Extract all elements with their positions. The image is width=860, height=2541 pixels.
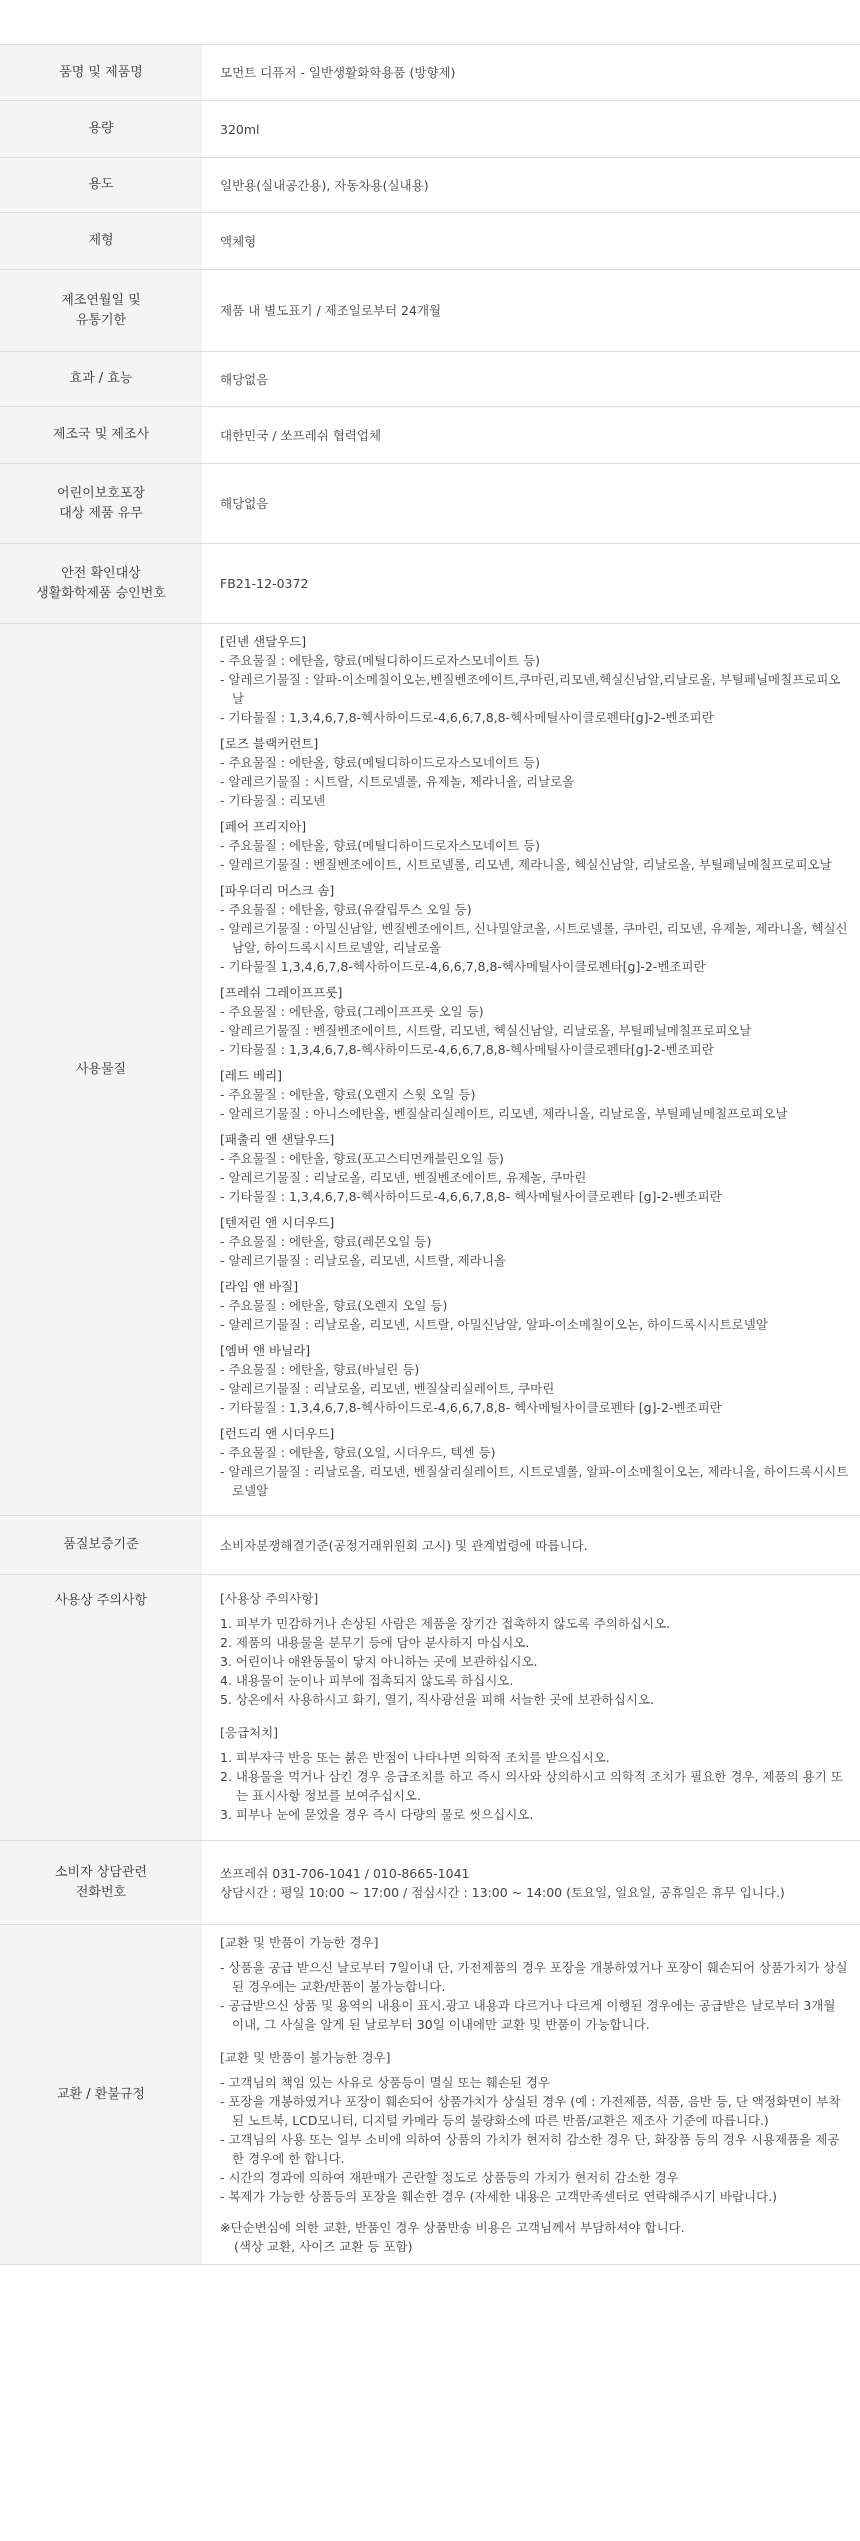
label-form: 제형: [0, 213, 202, 270]
row-usage: [0, 158, 860, 213]
material-block: [220, 1066, 850, 1123]
value-quality: 소비자분쟁해결기준(공정거래위원회 고시) 및 관계법령에 따릅니다.: [220, 1537, 588, 1553]
material-title: [프레쉬 그레이프프룻]: [220, 985, 343, 1000]
material-block: [220, 983, 850, 1059]
label-caution: 사용상 주의사항: [0, 1575, 202, 1841]
material-block: [220, 1424, 850, 1500]
material-title: [라임 앤 바질]: [220, 1279, 299, 1294]
material-line: - 알레르기물질 : 리날로올, 리모넨, 벤질살리실레이트, 시트로넬롤, 알파-이소메칠이오논, 제라니올, 하이드록시시트로넬알: [220, 1464, 849, 1498]
value-product-name: 모먼트 디퓨저 - 일반생활화학용품 (방향제): [220, 65, 456, 80]
material-line: - 주요물질 : 에탄올, 향료(오렌지 오일 등): [220, 1298, 448, 1313]
material-block: [220, 1213, 850, 1270]
label-manufacture-date: [0, 270, 202, 352]
value-exchange: [202, 1925, 860, 2265]
label-child-packaging: [0, 464, 202, 544]
label-line: 대상 제품 유무: [59, 505, 143, 521]
consult-phone: 쏘프레쉬 031-706-1041 / 010-8665-1041: [220, 1865, 470, 1881]
material-line: - 알레르기물질 : 아밀신남알, 벤질벤조에이트, 신나밀알코올, 시트로넬롤, 쿠마린, 리모넨, 유제놀, 제라니올, 헥실신남알, 하이드록시시트로넬알, 리날로올: [220, 921, 848, 955]
exchange-item: - 고객님의 책임 있는 사유로 상품등이 멸실 또는 훼손된 경우: [220, 2075, 551, 2090]
exchange-impossible-list: [220, 2073, 850, 2206]
value-child-packaging: 해당없음: [220, 496, 269, 511]
value-effect: 해당없음: [220, 371, 269, 387]
material-line: - 알레르기물질 : 알파-이소메칠이오논,벤질벤조에이트,쿠마린,리모넨,헥실신남알,리날로올, 부틸페닐메칠프로피오날: [220, 672, 841, 706]
material-line: - 알레르기물질 : 리날로올, 리모넨, 시트랄, 아밀신남알, 알파-이소메칠이오논, 하이드록시시트로넬알: [220, 1317, 768, 1332]
label-line: 어린이보호포장: [57, 485, 145, 501]
material-line: - 기타물질 : 1,3,4,6,7,8-헥사하이드로-4,6,6,7,8,8-헥사메틸사이클로펜타[g]-2-벤조피란: [220, 1042, 714, 1057]
exchange-possible-list: [220, 1958, 850, 2034]
row-volume: [0, 101, 860, 158]
product-info-table: [0, 44, 860, 2265]
row-quality: [0, 1516, 860, 1575]
section-title: [교환 및 반품이 가능한 경우]: [220, 1935, 379, 1950]
material-title: [패출리 앤 샌달우드]: [220, 1132, 335, 1147]
material-block: [220, 1130, 850, 1206]
row-consult: [0, 1841, 860, 1925]
note-line: (색상 교환, 사이즈 교환 등 포함): [234, 2239, 413, 2254]
material-line: - 기타물질 : 1,3,4,6,7,8-헥사하이드로-4,6,6,7,8,8- 헥사메틸사이클로펜타 [g]-2-벤조피란: [220, 1189, 722, 1204]
row-maker: [0, 407, 860, 464]
exchange-item: - 시간의 경과에 의하여 재판매가 곤란할 정도로 상품등의 가치가 현저히 감소한 경우: [220, 2170, 679, 2185]
value-safety-approval: FB21-12-0372: [220, 576, 309, 591]
exchange-note: [220, 2218, 850, 2256]
material-line: - 주요물질 : 에탄올, 향료(메틸디하이드로자스모네이트 등): [220, 755, 541, 770]
material-line: - 주요물질 : 에탄올, 향료(메틸디하이드로자스모네이트 등): [220, 838, 541, 853]
row-product-name: [0, 45, 860, 101]
label-line: 안전 확인대상: [61, 565, 141, 581]
consult-hours: 상담시간 : 평일 10:00 ~ 17:00 / 점심시간 : 13:00 ~ 14:00 (토요일, 일요일, 공휴일은 휴무 입니다.): [220, 1884, 785, 1900]
material-line: - 기타물질 : 1,3,4,6,7,8-헥사하이드로-4,6,6,7,8,8- 헥사메틸사이클로펜타 [g]-2-벤조피란: [220, 1400, 722, 1415]
material-line: - 기타물질 : 1,3,4,6,7,8-헥사하이드로-4,6,6,7,8,8-헥사메틸사이클로펜타[g]-2-벤조피란: [220, 710, 714, 725]
material-title: [페어 프리지아]: [220, 819, 307, 834]
material-line: - 주요물질 : 에탄올, 향료(메틸디하이드로자스모네이트 등): [220, 653, 541, 668]
row-exchange: [0, 1925, 860, 2265]
exchange-item: - 고객님의 사용 또는 일부 소비에 의하여 상품의 가치가 현저히 감소한 경우 단, 화장품 등의 경우 시용제품을 제공한 경우에 한 합니다.: [220, 2132, 840, 2166]
row-materials: [0, 624, 860, 1516]
section-title: [사용상 주의사항]: [220, 1591, 319, 1606]
material-line: - 주요물질 : 에탄올, 향료(포고스티먼캐블린오일 등): [220, 1151, 504, 1166]
material-title: [로즈 블랙커런트]: [220, 736, 319, 751]
value-maker: 대한민국 / 쏘프레쉬 협력업체: [220, 427, 382, 443]
emergency-item: 3. 피부나 눈에 묻었을 경우 즉시 다량의 물로 씻으십시오.: [220, 1807, 534, 1822]
material-line: - 주요물질 : 에탄올, 향료(오렌지 스윗 오일 등): [220, 1087, 476, 1102]
label-effect: 효과 / 효능: [0, 352, 202, 407]
material-title: [린넨 샌달우드]: [220, 634, 307, 649]
material-block: [220, 1277, 850, 1334]
material-block: [220, 632, 850, 727]
material-title: [런드리 앤 시더우드]: [220, 1426, 335, 1441]
material-line: - 알레르기물질 : 시트랄, 시트로넬롤, 유제놀, 제라니올, 리날로올: [220, 774, 575, 789]
value-form: 액체형: [220, 233, 257, 249]
material-title: [텐저린 앤 시더우드]: [220, 1215, 335, 1230]
label-volume: 용량: [0, 101, 202, 158]
note-line: ※단순변심에 의한 교환, 반품인 경우 상품반송 비용은 고객님께서 부담하셔야 합니다.: [220, 2220, 685, 2235]
emergency-item: 2. 내용물을 먹거나 삼킨 경우 응급조치를 하고 즉시 의사와 상의하시고 의학적 조치가 필요한 경우, 제품의 용기 또는 표시사항 정보를 보여주십시오.: [220, 1769, 843, 1803]
label-safety-approval: [0, 544, 202, 624]
material-line: - 주요물질 : 에탄올, 향료(유칼립투스 오일 등): [220, 902, 472, 917]
material-line: - 알레르기물질 : 리날로올, 리모넨, 벤질벤조에이트, 유제놀, 쿠마린: [220, 1170, 587, 1185]
label-materials: 사용물질: [0, 624, 202, 1516]
label-line: 유통기한: [75, 312, 127, 328]
row-caution: [0, 1575, 860, 1841]
value-consult: [202, 1841, 860, 1925]
label-line: 제조연월일 및: [61, 292, 141, 308]
caution-item: 2. 제품의 내용물을 분무기 등에 담아 분사하지 마십시오.: [220, 1635, 530, 1650]
material-line: - 알레르기물질 : 벤질벤조에이트, 시트랄, 리모넨, 헥실신남알, 리날로올, 부틸페닐메칠프로피오날: [220, 1023, 752, 1038]
material-line: - 기타물질 1,3,4,6,7,8-헥사하이드로-4,6,6,7,8,8-헥사메틸사이클로펜타[g]-2-벤조피란: [220, 959, 706, 974]
value-caution: [202, 1575, 860, 1841]
row-child-packaging: [0, 464, 860, 544]
material-line: - 알레르기물질 : 리날로올, 리모넨, 벤질살리실레이트, 쿠마린: [220, 1381, 555, 1396]
caution-item: 1. 피부가 민감하거나 손상된 사람은 제품을 장기간 접촉하지 않도록 주의하십시오.: [220, 1616, 671, 1631]
material-line: - 알레르기물질 : 리날로올, 리모넨, 시트랄, 제라니올: [220, 1253, 506, 1268]
label-line: 전화번호: [75, 1884, 127, 1900]
material-line: - 주요물질 : 에탄올, 향료(그레이프프룻 오일 등): [220, 1004, 484, 1019]
exchange-item: - 공급받으신 상품 및 용역의 내용이 표시.광고 내용과 다르거나 다르게 이행된 경우에는 공급받은 날로부터 3개월 이내, 그 사실을 알게 된 날로부터 30일 이내에만 교환 및 반품이 가능합니다.: [220, 1998, 836, 2032]
material-line: - 기타물질 : 리모넨: [220, 793, 326, 808]
label-line: 소비자 상담관련: [54, 1864, 148, 1880]
usage-caution-list: [220, 1614, 850, 1709]
material-line: - 알레르기물질 : 벤질벤조에이트, 시트로넬롤, 리모넨, 제라니올, 헥실신남알, 리날로올, 부틸페닐메칠프로피오날: [220, 857, 832, 872]
value-materials: [202, 624, 860, 1516]
exchange-item: - 복제가 가능한 상품등의 포장을 훼손한 경우 (자세한 내용은 고객만족센터로 연락해주시기 바랍니다.): [220, 2189, 778, 2204]
row-safety-approval: [0, 544, 860, 624]
material-title: [파우더리 머스크 솜]: [220, 883, 335, 898]
value-manufacture-date: 제품 내 별도표기 / 제조일로부터 24개월: [220, 303, 442, 318]
label-product-name: 품명 및 제품명: [0, 45, 202, 101]
emergency-list: [220, 1748, 850, 1824]
exchange-item: - 포장을 개봉하였거나 포장이 훼손되어 상품가치가 상실된 경우 (예 : 가전제품, 식품, 음반 등, 단 액정화면이 부착된 노트북, LCD모니터, 디지털 카메라 등의 불량화소에 따른 반품/교환은 제조사 기준에 따릅니다.): [220, 2094, 841, 2128]
label-quality: 품질보증기준: [0, 1516, 202, 1575]
material-title: [레드 베리]: [220, 1068, 283, 1083]
label-usage: 용도: [0, 158, 202, 213]
material-line: - 주요물질 : 에탄올, 향료(레몬오일 등): [220, 1234, 432, 1249]
exchange-item: - 상품을 공급 받으신 날로부터 7일이내 단, 가전제품의 경우 포장을 개봉하였거나 포장이 훼손되어 상품가치가 상실된 경우에는 교환/반품이 불가능합니다.: [220, 1960, 848, 1994]
value-usage: 일반용(실내공간용), 자동차용(실내용): [220, 177, 429, 193]
material-line: - 알레르기물질 : 아니스에탄올, 벤질살리실레이트, 리모넨, 제라니올, 리날로올, 부틸페닐메칠프로피오날: [220, 1106, 788, 1121]
label-consult: [0, 1841, 202, 1925]
row-effect: [0, 352, 860, 407]
material-block: [220, 734, 850, 810]
row-form: [0, 213, 860, 270]
caution-item: 3. 어린이나 애완동물이 닿지 아니하는 곳에 보관하십시오.: [220, 1654, 538, 1669]
value-volume: 320ml: [220, 121, 260, 137]
row-manufacture-date: [0, 270, 860, 352]
emergency-item: 1. 피부자극 반응 또는 붉은 반점이 나타나면 의학적 조치를 받으십시오.: [220, 1750, 610, 1765]
material-block: [220, 881, 850, 976]
caution-item: 5. 상온에서 사용하시고 화기, 열기, 직사광선을 피해 서늘한 곳에 보관하십시오.: [220, 1692, 654, 1707]
material-title: [엠버 앤 바닐라]: [220, 1343, 311, 1358]
label-line: 생활화학제품 승인번호: [36, 585, 166, 601]
caution-item: 4. 내용물이 눈이나 피부에 접촉되지 않도록 하십시오.: [220, 1673, 514, 1688]
material-line: - 주요물질 : 에탄올, 향료(오일, 시더우드, 텍센 등): [220, 1445, 496, 1460]
material-block: [220, 1341, 850, 1417]
section-title: [응급처치]: [220, 1725, 279, 1740]
label-exchange: 교환 / 환불규정: [0, 1925, 202, 2265]
section-title: [교환 및 반품이 불가능한 경우]: [220, 2050, 391, 2065]
label-maker: 제조국 및 제조사: [0, 407, 202, 464]
material-line: - 주요물질 : 에탄올, 향료(바닐린 등): [220, 1362, 420, 1377]
material-block: [220, 817, 850, 874]
